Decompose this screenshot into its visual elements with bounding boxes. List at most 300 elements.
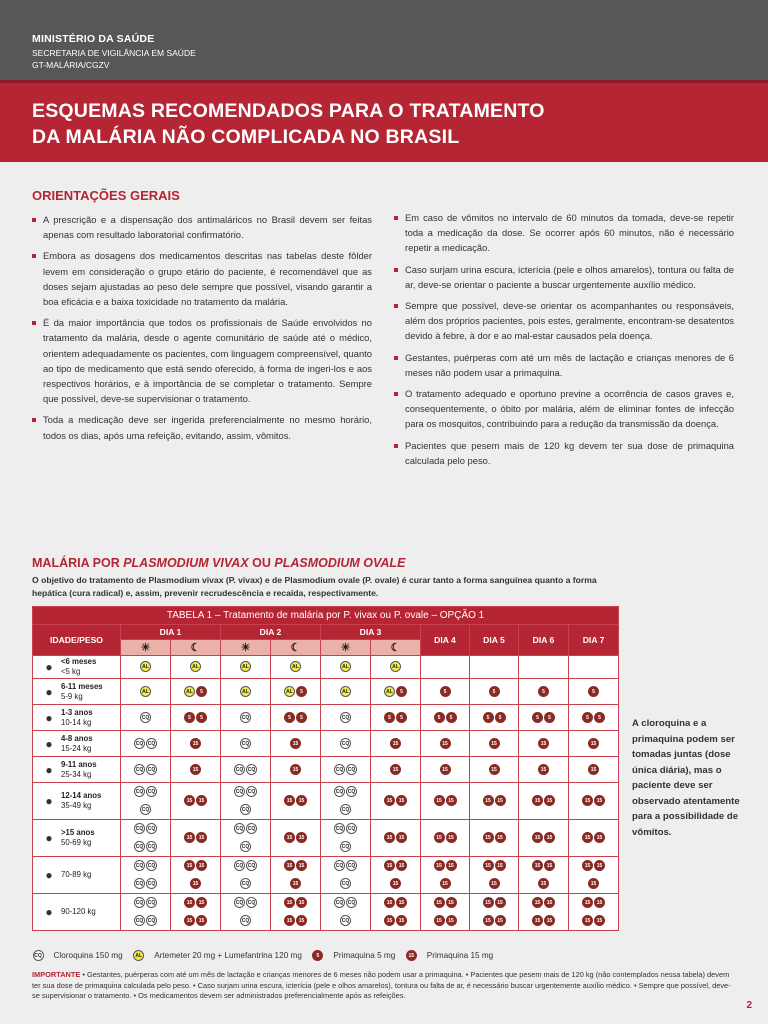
table-row xyxy=(33,705,619,731)
primaquina-5-dose: 5 xyxy=(544,712,555,723)
guideline-item: O tratamento adequado e oportuno previne a ocorrência de casos graves e, consequentemente, o óbito por malária, além de eliminar fontes de infecção para os mosquitos, contribuindo para a redução da transmissão da doença. xyxy=(394,386,734,432)
cloroquina-dose: CQ xyxy=(346,823,357,834)
age-weight-cell xyxy=(33,894,121,931)
age-weight-text xyxy=(61,657,96,677)
primaquina-15-dose: 15 xyxy=(434,897,445,908)
primaquina-15-dose: 15 xyxy=(489,738,500,749)
dose-cell xyxy=(421,894,470,931)
toddler-icon: ● xyxy=(45,710,53,725)
primaquina-15-dose: 15 xyxy=(495,915,506,926)
artemeter-dose: AL xyxy=(340,686,351,697)
primaquina-15-dose: 15 xyxy=(594,795,605,806)
table-row xyxy=(33,783,619,820)
vivax-intro: O objetivo do tratamento de Plasmodium vivax (P. vivax) e de Plasmodium ovale (P. ovale) é curar tanto a forma sanguínea quanto a forma hepática (cura radical) e, assim, prevenir recrudescência e recaída, respectivamente. xyxy=(32,575,597,598)
dose-cell xyxy=(519,820,569,857)
cloroquina-dose: CQ xyxy=(146,786,157,797)
dose-cell xyxy=(371,705,421,731)
cloroquina-dose: CQ xyxy=(246,786,257,797)
dose-cell xyxy=(171,783,221,820)
primaquina-15-dose: 15 xyxy=(532,832,543,843)
artemeter-dose: AL xyxy=(240,661,251,672)
primaquina-5-dose: 5 xyxy=(538,686,549,697)
primaquina-15-dose: 15 xyxy=(495,897,506,908)
title-part: PLASMODIUM VIVAX xyxy=(123,556,249,570)
primaquina-15-dose: 15 xyxy=(532,915,543,926)
guidelines-left-list xyxy=(32,212,372,449)
artemeter-dose: AL xyxy=(240,686,251,697)
primaquina-15-dose: 15 xyxy=(196,860,207,871)
dose-cell xyxy=(569,656,619,679)
important-label: IMPORTANTE xyxy=(32,970,81,979)
age-weight-cell xyxy=(33,731,121,757)
dose-cell xyxy=(321,757,371,783)
dose-cell xyxy=(271,857,321,894)
cloroquina-dose: CQ xyxy=(346,764,357,775)
dose-cell xyxy=(271,820,321,857)
dose-cell xyxy=(519,857,569,894)
dose-cell xyxy=(221,731,271,757)
cloroquina-dose: CQ xyxy=(146,860,157,871)
dose-cell xyxy=(171,820,221,857)
primaquina-15-dose: 15 xyxy=(483,832,494,843)
primaquina-15-dose: 15 xyxy=(396,860,407,871)
artemeter-dose: AL xyxy=(284,686,295,697)
dose-cell xyxy=(470,656,519,679)
primaquina-15-dose: 15 xyxy=(582,897,593,908)
adult-icon: ● xyxy=(45,831,53,845)
cloroquina-dose: CQ xyxy=(134,915,145,926)
dose-cell xyxy=(321,705,371,731)
dose-cell xyxy=(569,820,619,857)
primaquina-15-dose: 15 xyxy=(384,860,395,871)
col-day-6: DIA 6 xyxy=(519,625,569,656)
dose-cell xyxy=(569,731,619,757)
dose-cell xyxy=(271,705,321,731)
side-note: A cloroquina e a primaquina podem ser tomadas juntas (dose única diária), mas o paciente deve ser observado atentamente para a possibilidade de vômitos. xyxy=(632,718,740,838)
dose-cell xyxy=(321,857,371,894)
cloroquina-dose: CQ xyxy=(234,786,245,797)
dose-cell xyxy=(519,783,569,820)
artemeter-dose: AL xyxy=(340,661,351,672)
baby-lying-icon: ● xyxy=(45,660,53,674)
primaquina-15-dose: 15 xyxy=(184,795,195,806)
age-weight-text xyxy=(61,907,96,917)
primaquina-15-dose: 15 xyxy=(390,764,401,775)
primaquina-15-dose: 15 xyxy=(390,878,401,889)
dose-cell xyxy=(371,894,421,931)
primaquina-5-dose: 5 xyxy=(594,712,605,723)
primaquina-15-dose: 15 xyxy=(396,832,407,843)
artemeter-dose: AL xyxy=(140,661,151,672)
dose-cell xyxy=(321,820,371,857)
table-row xyxy=(33,757,619,783)
cloroquina-dose: CQ xyxy=(146,915,157,926)
sun-icon: ☀ xyxy=(221,640,271,656)
important-note xyxy=(32,970,738,1002)
dose-cell xyxy=(470,757,519,783)
weight-label: <5 kg xyxy=(61,667,81,676)
dose-cell xyxy=(271,783,321,820)
primaquina-15-dose: 15 xyxy=(594,897,605,908)
dose-cell xyxy=(421,783,470,820)
primaquina-15-dose: 15 xyxy=(538,738,549,749)
dose-cell xyxy=(470,783,519,820)
dose-cell xyxy=(569,783,619,820)
dose-cell xyxy=(321,656,371,679)
primaquina-15-dose: 15 xyxy=(196,915,207,926)
primaquina-15-dose: 15 xyxy=(434,860,445,871)
cloroquina-dose: CQ xyxy=(240,738,251,749)
primaquina-15-dose: 15 xyxy=(483,795,494,806)
adult-obese-icon: ● xyxy=(45,904,53,919)
cloroquina-dose: CQ xyxy=(346,897,357,908)
primaquina-15-dose: 15 xyxy=(284,795,295,806)
dose-cell xyxy=(171,705,221,731)
cloroquina-dose: CQ xyxy=(340,804,351,815)
primaquina-15-dose: 15 xyxy=(296,795,307,806)
legend-label: Artemeter 20 mg + Lumefantrina 120 mg xyxy=(154,951,302,960)
primaquina-15-dose: 15 xyxy=(196,795,207,806)
title-line-1: ESQUEMAS RECOMENDADOS PARA O TRATAMENTO xyxy=(32,100,545,122)
primaquina-15-dose: 15 xyxy=(483,915,494,926)
cloroquina-dose: CQ xyxy=(140,804,151,815)
primaquina-15-dose: 15 xyxy=(446,915,457,926)
primaquina-15-dose: 15 xyxy=(290,764,301,775)
dose-cell xyxy=(371,731,421,757)
primaquina-15-dose: 15 xyxy=(489,878,500,889)
section-title-vivax xyxy=(32,556,405,570)
dose-cell xyxy=(421,656,470,679)
weight-label: 10-14 kg xyxy=(61,717,92,727)
primaquina-15-dose: 15 xyxy=(582,860,593,871)
guideline-item: Embora as dosagens dos medicamentos descritas nas tabelas deste fôlder levem em consideração o grupo etário do paciente, é recomendável que as doses sejam ajustadas ao peso dele sempre que possível, visando garantir a boa eficácia e a baixa toxicidade no tratamento da malária. xyxy=(32,248,372,309)
cloroquina-dose: CQ xyxy=(134,860,145,871)
primaquina-15-dose: 15 xyxy=(296,860,307,871)
title-line-2: DA MALÁRIA NÃO COMPLICADA NO BRASIL xyxy=(32,126,460,148)
dose-cell xyxy=(371,820,421,857)
top-header xyxy=(0,0,768,80)
cloroquina-dose: CQ xyxy=(246,823,257,834)
dose-cell xyxy=(271,731,321,757)
dose-cell xyxy=(121,820,171,857)
primaquina-15-dose: 15 xyxy=(284,915,295,926)
dose-cell xyxy=(519,731,569,757)
table-row xyxy=(33,656,619,679)
cloroquina-dose: CQ xyxy=(334,786,345,797)
table-row xyxy=(33,679,619,705)
adult-heavy-icon: ● xyxy=(45,867,53,882)
primaquina-15-dose: 15 xyxy=(190,878,201,889)
primaquina-5-dose: 5 xyxy=(284,712,295,723)
cloroquina-dose: CQ xyxy=(134,841,145,852)
primaquina-15-dose: 15 xyxy=(184,832,195,843)
artemeter-dose: AL xyxy=(184,686,195,697)
cloroquina-dose: CQ xyxy=(134,897,145,908)
primaquina-15-dose: 15 xyxy=(284,860,295,871)
col-day-7: DIA 7 xyxy=(569,625,619,656)
primaquina-15-dose: 15 xyxy=(284,897,295,908)
dose-cell xyxy=(371,656,421,679)
dose-cell xyxy=(221,757,271,783)
teen-icon: ● xyxy=(45,794,53,808)
dose-cell xyxy=(421,705,470,731)
dose-cell xyxy=(421,731,470,757)
dose-cell xyxy=(519,894,569,931)
primaquina-15-dose: 15 xyxy=(190,764,201,775)
primaquina-5-dose: 5 xyxy=(184,712,195,723)
cloroquina-dose: CQ xyxy=(234,897,245,908)
guideline-item: Gestantes, puérperas com até um mês de lactação e crianças menores de 6 meses não podem usar a primaquina. xyxy=(394,350,734,380)
primaquina-5-dose: 5 xyxy=(440,686,451,697)
guidelines-right-list xyxy=(394,210,734,474)
age-label: <6 meses xyxy=(61,657,97,666)
cloroquina-dose: CQ xyxy=(234,764,245,775)
dose-cell xyxy=(121,783,171,820)
sun-icon: ☀ xyxy=(121,640,171,656)
primaquina-15-dose: 15 xyxy=(384,832,395,843)
guideline-item: Caso surjam urina escura, icterícia (pele e olhos amarelos), tontura ou falta de ar, deve-se orientar o paciente a buscar urgentemente auxílio médico. xyxy=(394,262,734,292)
dose-cell xyxy=(321,679,371,705)
cloroquina-dose: CQ xyxy=(134,823,145,834)
primaquina-15-dose: 15 xyxy=(396,795,407,806)
primaquina-15-dose: 15 xyxy=(384,897,395,908)
artemeter-dose: AL xyxy=(190,661,201,672)
primaquina-15-dose: 15 xyxy=(440,878,451,889)
dose-cell xyxy=(470,679,519,705)
cloroquina-dose: CQ xyxy=(146,738,157,749)
primaquina-15-dose: 15 xyxy=(538,764,549,775)
dose-cell xyxy=(371,757,421,783)
dose-cell xyxy=(221,894,271,931)
title-part: OU xyxy=(248,556,275,570)
age-weight-text xyxy=(61,791,101,811)
primaquina-15-dose: 15 xyxy=(296,832,307,843)
title-banner xyxy=(0,80,768,162)
dose-cell xyxy=(221,857,271,894)
dose-cell xyxy=(221,656,271,679)
dose-cell xyxy=(321,894,371,931)
cloroquina-dose: CQ xyxy=(146,897,157,908)
title-part: MALÁRIA POR xyxy=(32,556,124,570)
primaquina-5-dose: 5 xyxy=(196,712,207,723)
dose-legend xyxy=(32,950,732,961)
guideline-item: Em caso de vômitos no intervalo de 60 minutos da tomada, deve-se repetir toda a medicação da dose. Se ocorrer após 60 minutos, não é necessário repetir a medicação. xyxy=(394,210,734,256)
dose-cell xyxy=(421,679,470,705)
primaquina-15-dose: 15 xyxy=(544,915,555,926)
age-weight-text xyxy=(61,682,103,702)
primaquina-5-dose: 5 xyxy=(196,686,207,697)
primaquina-15-dose: 15 xyxy=(489,764,500,775)
cloroquina-dose: CQ xyxy=(134,878,145,889)
cloroquina-dose: CQ xyxy=(146,823,157,834)
artemeter-dose: AL xyxy=(390,661,401,672)
age-weight-cell xyxy=(33,857,121,894)
cloroquina-dose: CQ xyxy=(340,738,351,749)
guideline-item: Toda a medicação deve ser ingerida preferencialmente no mesmo horário, todos os dias, após uma refeição, evitando, assim, vômitos. xyxy=(32,412,372,442)
primaquina-15-dose: 15 xyxy=(196,897,207,908)
dose-cell xyxy=(221,679,271,705)
age-weight-text xyxy=(61,828,95,848)
title-part: PLASMODIUM OVALE xyxy=(274,556,406,570)
dose-cell xyxy=(121,757,171,783)
primaquina-15-dose: 15 xyxy=(434,832,445,843)
baby-crawling-icon: ● xyxy=(45,684,53,699)
artemeter-dose: AL xyxy=(133,950,144,961)
age-weight-text xyxy=(61,760,97,780)
cloroquina-dose: CQ xyxy=(234,860,245,871)
cloroquina-dose: CQ xyxy=(246,764,257,775)
dose-cell xyxy=(121,656,171,679)
primaquina-15-dose: 15 xyxy=(532,897,543,908)
dose-cell xyxy=(569,679,619,705)
primaquina-15-dose: 15 xyxy=(396,915,407,926)
primaquina-15-dose: 15 xyxy=(296,915,307,926)
primaquina-5-dose: 5 xyxy=(312,950,323,961)
col-day-5: DIA 5 xyxy=(470,625,519,656)
page-number: 2 xyxy=(746,1000,752,1011)
dose-cell xyxy=(121,894,171,931)
dose-cell xyxy=(569,705,619,731)
cloroquina-dose: CQ xyxy=(33,950,44,961)
dose-cell xyxy=(371,857,421,894)
artemeter-dose: AL xyxy=(384,686,395,697)
primaquina-15-dose: 15 xyxy=(495,795,506,806)
primaquina-5-dose: 5 xyxy=(483,712,494,723)
dose-cell xyxy=(470,705,519,731)
dose-cell xyxy=(221,783,271,820)
guideline-item: É da maior importância que todos os profissionais de Saúde envolvidos no tratamento da malária, desde o agente comunitário de saúde até o médico, orientem adequadamente os pacientes, com linguagem compreensível, quanto ao tipo de medicamento que está sendo oferecido, à forma de ingeri-los e aos respectivos horários, e à importância de se completar o tratamento. Sempre que possível, deve-se supervisionar o tratamento. xyxy=(32,315,372,406)
cloroquina-dose: CQ xyxy=(340,878,351,889)
cloroquina-dose: CQ xyxy=(140,712,151,723)
dose-cell xyxy=(470,820,519,857)
primaquina-15-dose: 15 xyxy=(446,795,457,806)
primaquina-15-dose: 15 xyxy=(384,915,395,926)
primaquina-15-dose: 15 xyxy=(538,878,549,889)
primaquina-15-dose: 15 xyxy=(544,897,555,908)
primaquina-15-dose: 15 xyxy=(184,897,195,908)
cloroquina-dose: CQ xyxy=(240,841,251,852)
cloroquina-dose: CQ xyxy=(234,823,245,834)
dose-cell xyxy=(171,679,221,705)
age-weight-cell xyxy=(33,820,121,857)
table-caption: TABELA 1 – Tratamento de malária por P. vivax ou P. ovale – OPÇÃO 1 xyxy=(33,607,619,625)
dose-cell xyxy=(421,857,470,894)
primaquina-15-dose: 15 xyxy=(582,832,593,843)
table-row xyxy=(33,894,619,931)
primaquina-15-dose: 15 xyxy=(446,897,457,908)
dose-cell xyxy=(470,857,519,894)
primaquina-5-dose: 5 xyxy=(384,712,395,723)
primaquina-15-dose: 15 xyxy=(390,738,401,749)
dose-cell xyxy=(271,894,321,931)
dose-cell xyxy=(121,857,171,894)
artemeter-dose: AL xyxy=(290,661,301,672)
col-day-3: DIA 3 xyxy=(321,625,421,640)
dose-cell xyxy=(121,731,171,757)
primaquina-15-dose: 15 xyxy=(532,795,543,806)
dose-cell xyxy=(569,857,619,894)
moon-icon: ☾ xyxy=(371,640,421,656)
cloroquina-dose: CQ xyxy=(246,860,257,871)
primaquina-15-dose: 15 xyxy=(290,738,301,749)
dose-cell xyxy=(519,705,569,731)
table-row xyxy=(33,731,619,757)
col-day-2: DIA 2 xyxy=(221,625,321,640)
dose-cell xyxy=(321,783,371,820)
moon-icon: ☾ xyxy=(171,640,221,656)
age-label: 9-11 anos xyxy=(61,759,97,769)
cloroquina-dose: CQ xyxy=(134,786,145,797)
primaquina-15-dose: 15 xyxy=(384,795,395,806)
cloroquina-dose: CQ xyxy=(240,878,251,889)
primaquina-5-dose: 5 xyxy=(296,712,307,723)
primaquina-15-dose: 15 xyxy=(184,860,195,871)
age-weight-text xyxy=(61,870,91,880)
dose-cell xyxy=(569,894,619,931)
cloroquina-dose: CQ xyxy=(334,897,345,908)
page-title xyxy=(32,98,545,150)
dose-cell xyxy=(171,757,221,783)
primaquina-15-dose: 15 xyxy=(196,832,207,843)
primaquina-15-dose: 15 xyxy=(588,878,599,889)
primaquina-15-dose: 15 xyxy=(532,860,543,871)
section-title-orientacoes: ORIENTAÇÕES GERAIS xyxy=(32,188,180,203)
primaquina-15-dose: 15 xyxy=(446,860,457,871)
col-day-1: DIA 1 xyxy=(121,625,221,640)
cloroquina-dose: CQ xyxy=(246,897,257,908)
dose-cell xyxy=(121,705,171,731)
artemeter-dose: AL xyxy=(140,686,151,697)
cloroquina-dose: CQ xyxy=(340,841,351,852)
primaquina-15-dose: 15 xyxy=(190,738,201,749)
age-label: 1-3 anos xyxy=(61,707,93,717)
dose-cell xyxy=(221,705,271,731)
weight-label: 50-69 kg xyxy=(61,838,92,847)
dose-cell xyxy=(171,857,221,894)
dose-cell xyxy=(421,757,470,783)
weight-label: 5-9 kg xyxy=(61,691,83,701)
age-label: 12-14 anos xyxy=(61,791,102,800)
primaquina-5-dose: 5 xyxy=(396,712,407,723)
dose-cell xyxy=(470,731,519,757)
age-weight-cell xyxy=(33,783,121,820)
col-age-weight: IDADE/PESO xyxy=(33,625,121,656)
primaquina-15-dose: 15 xyxy=(588,764,599,775)
guideline-item: Pacientes que pesem mais de 120 kg devem ter sua dose de primaquina calculada pelo peso. xyxy=(394,438,734,468)
dose-cell xyxy=(470,894,519,931)
age-weight-cell xyxy=(33,757,121,783)
primaquina-15-dose: 15 xyxy=(296,897,307,908)
primaquina-15-dose: 15 xyxy=(284,832,295,843)
dose-cell xyxy=(121,679,171,705)
dose-cell xyxy=(371,679,421,705)
primaquina-15-dose: 15 xyxy=(495,860,506,871)
primaquina-5-dose: 5 xyxy=(296,686,307,697)
department-name: GT-MALÁRIA/CGZV xyxy=(32,60,110,70)
moon-icon: ☾ xyxy=(271,640,321,656)
treatment-table xyxy=(32,606,619,931)
weight-label: 90-120 kg xyxy=(61,906,96,916)
age-label: 4-8 anos xyxy=(61,733,93,743)
primaquina-15-dose: 15 xyxy=(594,832,605,843)
dose-cell xyxy=(519,757,569,783)
primaquina-15-dose: 15 xyxy=(440,764,451,775)
primaquina-15-dose: 15 xyxy=(544,832,555,843)
child-icon: ● xyxy=(45,762,53,777)
age-weight-cell xyxy=(33,679,121,705)
dose-cell xyxy=(519,656,569,679)
child-icon: ● xyxy=(45,736,53,751)
